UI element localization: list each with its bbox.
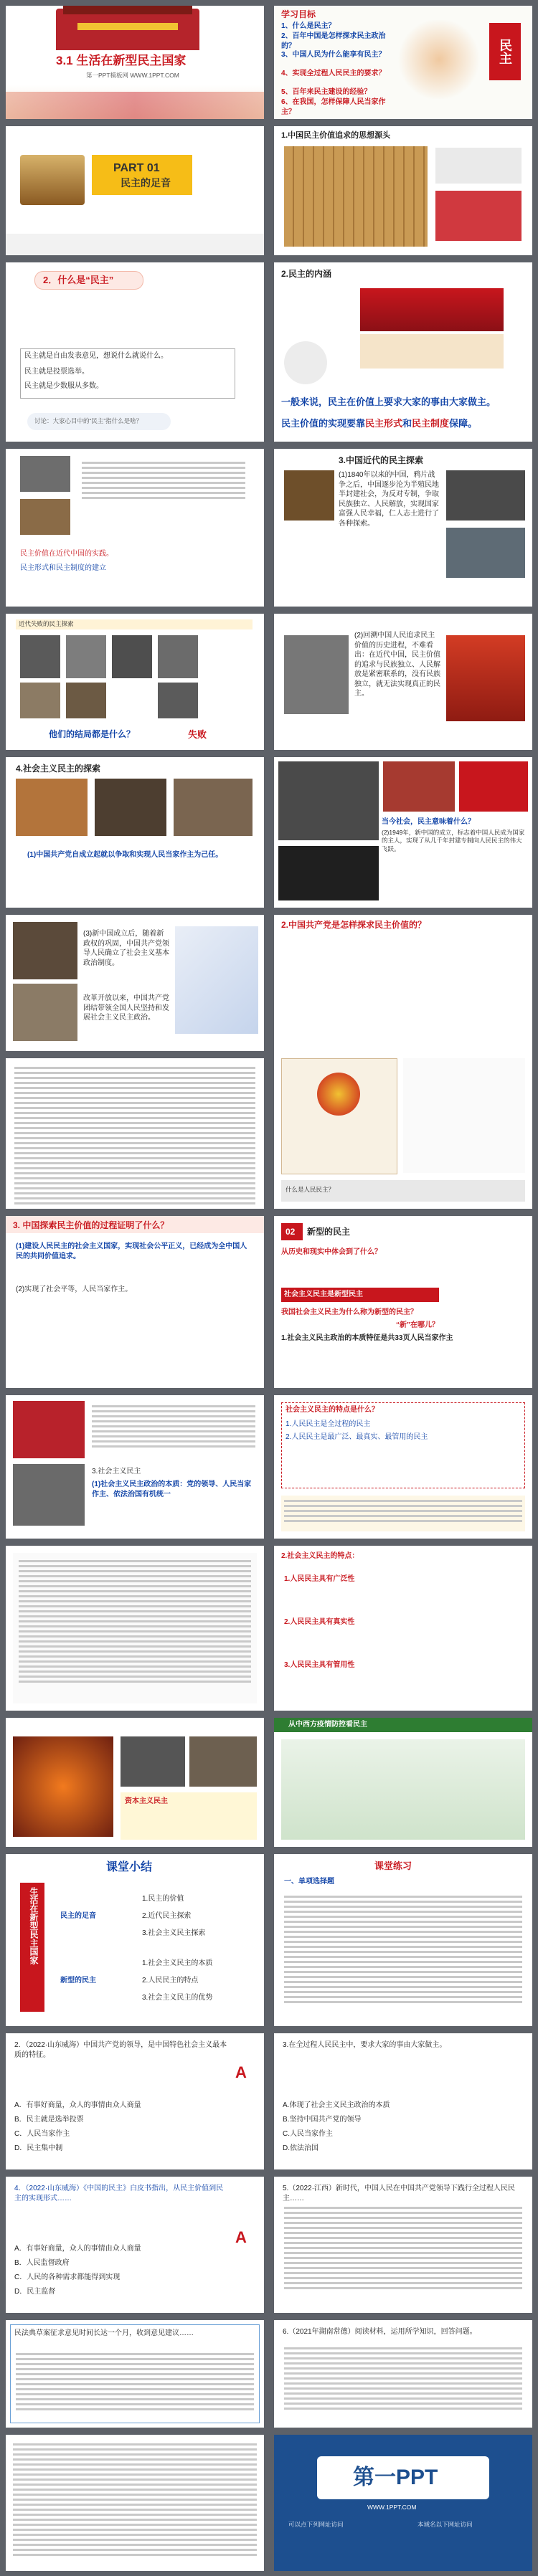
socialist-title: 4.社会主义民主的探索 bbox=[16, 764, 101, 774]
congress-photo bbox=[95, 779, 166, 836]
why-question: 我国社会主义民主为什么称为新型的民主？ bbox=[281, 1308, 417, 1316]
summary-title: 课堂小结 bbox=[106, 1861, 153, 1873]
tiananmen-image bbox=[56, 9, 199, 50]
q4-option-d: D．民主监督 bbox=[14, 2288, 56, 2296]
q3-text: 3.在全过程人民民主中，要求大家的事由大家做主。 bbox=[283, 2041, 447, 2049]
feature2-2: 2.人民民主具有真实性 bbox=[284, 1618, 355, 1626]
slide-proof bbox=[6, 1216, 264, 1388]
q3-option-b: B.坚持中国共产党的领导 bbox=[283, 2116, 362, 2124]
slide-q5 bbox=[274, 2177, 532, 2313]
lantern-decoration bbox=[6, 92, 264, 119]
slide-process-democracy bbox=[6, 1546, 264, 1711]
goal-1: 1、什么是民主？ bbox=[281, 22, 336, 30]
1949-text: (2)1949年，新中国的成立，标志着中国人民成为国家的主人，实现了从几千年封建专制向人民民主的伟大飞跃。 bbox=[382, 829, 525, 852]
slide-socialist-explore bbox=[6, 757, 264, 908]
goal-3: 3、中国人民为什么能享有民主？ bbox=[281, 51, 386, 59]
leaf-5: 2.人民民主的特点 bbox=[142, 1977, 199, 1985]
slide-exercise bbox=[274, 1854, 532, 2026]
slide-q4 bbox=[6, 2177, 264, 2313]
socialist-text: (1)中国共产党自成立起就以争取和实现人民当家作主为己任。 bbox=[27, 851, 223, 859]
congress-title: 3.社会主义民主 bbox=[92, 1468, 141, 1475]
section-number: 02 bbox=[285, 1227, 296, 1237]
feature2-1: 1.人民民主具有广泛性 bbox=[284, 1575, 355, 1583]
military-photo bbox=[278, 846, 379, 900]
slide-title bbox=[6, 6, 264, 119]
revolution-photo bbox=[284, 635, 349, 714]
founding-ceremony-photo bbox=[278, 761, 379, 840]
crowd-photo bbox=[189, 1736, 257, 1787]
q2-text: 2．（2022·山东威海）中国共产党的领导，是中国特色社会主义最本质的特征。 bbox=[14, 2041, 227, 2059]
slide-covid bbox=[274, 1718, 532, 1847]
failed-answer: 失败 bbox=[188, 729, 207, 740]
history-photo-2 bbox=[20, 499, 70, 535]
1949-question: 当今社会，民主意味着什么？ bbox=[382, 818, 475, 826]
q4-text: 4．（2022·山东威海）《中国的民主》白皮书指出，从民主价值到民主的实现形式…… bbox=[14, 2185, 224, 2202]
hammer-illustration bbox=[360, 334, 504, 369]
slide-q3 bbox=[274, 2033, 532, 2169]
features2-title: 2.社会主义民主的特点： bbox=[281, 1552, 359, 1560]
modern-text: (1)1840年以来的中国，鸦片战争之后，中国逐步沦为半殖民地半封建社会，为反对专制，争取民族独立、人民解放，实现国家富强人民幸福，仁人志士进行了各种探索。 bbox=[339, 471, 439, 528]
slide-part01 bbox=[6, 126, 264, 255]
ship-photo bbox=[446, 528, 525, 578]
slide-1949 bbox=[274, 757, 532, 908]
slide-constitution bbox=[274, 1051, 532, 1209]
socialist-band: 社会主义民主是新型民主 bbox=[284, 1291, 363, 1298]
new-question: “新”在哪儿？ bbox=[396, 1321, 439, 1329]
leaf-4: 1.社会主义民主的本质 bbox=[142, 1959, 213, 1967]
slide-ending bbox=[274, 2435, 532, 2571]
west-title: 资本主义民主 bbox=[125, 1797, 168, 1805]
q3-option-c: C.人民当家作主 bbox=[283, 2130, 333, 2138]
summary-root: 生活在新型民主国家 bbox=[29, 1887, 39, 1964]
feature-2: 2.人民民主是最广泛、最真实、最管用的民主 bbox=[285, 1433, 428, 1441]
slide-modern-practice bbox=[6, 449, 264, 607]
leaf-2: 2.近代民主探索 bbox=[142, 1912, 192, 1920]
q6b-text: 6.（2021年湖南常德）阅读材料，运用所学知识，回答问题。 bbox=[283, 2328, 477, 2336]
meaning-answer-a: 一般来说，民主在价值上要求大家的事由大家做主。 bbox=[281, 396, 496, 407]
origin-subtitle: 1.中国民主价值追求的思想源头 bbox=[281, 131, 391, 140]
slide-meaning bbox=[274, 262, 532, 442]
leaf-6: 3.社会主义民主的优势 bbox=[142, 1994, 213, 2002]
opinion-2: 民主就是投票选举。 bbox=[24, 368, 89, 376]
art-poster bbox=[446, 635, 525, 721]
meaning-answer-b: 民主价值的实现要靠民主形式和民主制度保障。 bbox=[281, 418, 478, 429]
leaf-1: 1.民主的价值 bbox=[142, 1895, 184, 1903]
new-answer: 1.社会主义民主政治的本质特征是共33页人民当家作主 bbox=[281, 1334, 453, 1342]
part-label: PART 01 bbox=[113, 162, 160, 174]
branch-2: 新型的民主 bbox=[60, 1977, 96, 1985]
portrait-7 bbox=[158, 683, 198, 718]
voting-photo bbox=[13, 1464, 85, 1526]
slide-summary bbox=[6, 1854, 264, 2026]
congress-hall-photo bbox=[13, 1401, 85, 1458]
q6a-text: 民法典草案征求意见时间长达一个月，收到意见建议…… bbox=[14, 2329, 194, 2337]
meaning-title: 2.民主的内涵 bbox=[281, 269, 332, 279]
features-title: 社会主义民主的特点是什么？ bbox=[285, 1406, 379, 1414]
footer-col-1: 可以点下列网址访问 bbox=[288, 2521, 344, 2528]
slide-new-china bbox=[6, 915, 264, 1051]
timeline-graphic bbox=[175, 926, 258, 1034]
practice-note: 民主形式和民主制度的建立 bbox=[20, 564, 106, 572]
meeting-poster bbox=[360, 288, 504, 331]
protest-photo bbox=[121, 1736, 185, 1787]
history-question: 从历史和现实中体会到了什么？ bbox=[281, 1248, 382, 1256]
constitution-question: 什么是人民民主？ bbox=[285, 1186, 335, 1193]
scroll-photo bbox=[20, 155, 85, 205]
slide-features-note bbox=[274, 1395, 532, 1539]
fire-photo bbox=[13, 1736, 113, 1837]
portrait-4 bbox=[158, 635, 198, 678]
q4-option-c: C．人民的各种需求都能得到实现 bbox=[14, 2273, 121, 2281]
covid-title: 从中西方疫情防控看民主 bbox=[288, 1721, 367, 1729]
slide-retrospect bbox=[274, 614, 532, 750]
goal-2: 2、百年中国是怎样探求民主政治的？ bbox=[281, 32, 386, 50]
slide-failed bbox=[6, 614, 264, 750]
q3-option-a: A.体现了社会主义民主政治的本质 bbox=[283, 2101, 390, 2109]
feature-1: 1.人民民主是全过程的民主 bbox=[285, 1420, 371, 1428]
q4-option-b: B．人民监督政府 bbox=[14, 2259, 70, 2267]
practice-tag: 民主价值在近代中国的实践。 bbox=[20, 550, 113, 558]
site-label: 第一PPT模板网 WWW.1PPT.COM bbox=[86, 72, 179, 79]
slide-new-democracy bbox=[274, 1216, 532, 1388]
portrait-6 bbox=[66, 683, 106, 718]
slide-what-democracy bbox=[6, 262, 264, 442]
red-boat-photo bbox=[16, 779, 88, 836]
leaf-3: 3.社会主义民主探索 bbox=[142, 1929, 206, 1937]
proof-text-2: (2)实现了社会平等，人民当家作主。 bbox=[16, 1285, 133, 1293]
brand-url: WWW.1PPT.COM bbox=[367, 2504, 417, 2511]
portrait-2 bbox=[66, 635, 106, 678]
slide-answers bbox=[6, 2435, 264, 2571]
branch-1: 民主的足音 bbox=[60, 1912, 96, 1920]
q4-option-a: A．有事好商量，众人的事情由众人商量 bbox=[14, 2245, 141, 2253]
discussion-note: 讨论：大家心目中的“民主”指什么是啥？ bbox=[34, 417, 143, 424]
slide-party-explore bbox=[274, 915, 532, 1051]
portrait-5 bbox=[20, 683, 60, 718]
goal-5: 5、百年来民主建设的经验？ bbox=[281, 88, 372, 96]
q4-answer-mark: A bbox=[235, 2228, 247, 2246]
q2-option-b: B．民主就是选举投票 bbox=[14, 2116, 84, 2124]
slide-goals bbox=[274, 6, 532, 119]
footer-col-2: 本域名以下网址访问 bbox=[417, 2521, 473, 2528]
slide-title-text: 3.1 生活在新型民主国家 bbox=[56, 54, 187, 67]
exercise-section: 一、单项选择题 bbox=[284, 1878, 334, 1886]
history-photo-1 bbox=[20, 456, 70, 492]
failed-question: 他们的结局都是什么？ bbox=[49, 729, 136, 739]
site-photo bbox=[174, 779, 253, 836]
parade-photo bbox=[383, 761, 455, 812]
new-democracy-title: 新型的民主 bbox=[307, 1227, 351, 1237]
q2-option-d: D．民主集中制 bbox=[14, 2144, 63, 2152]
q3-option-d: D.依法治国 bbox=[283, 2144, 318, 2152]
cannon-photo bbox=[284, 470, 334, 521]
proof-text: (1)建设人民民主的社会主义国家，实现社会公平正义，已经成为全中国人民的共同价值追求。 bbox=[16, 1242, 247, 1260]
seal-stamp: 民主 bbox=[489, 23, 521, 80]
celebration-photo bbox=[459, 761, 528, 812]
exercise-title: 课堂练习 bbox=[374, 1860, 412, 1871]
slide-q6a bbox=[6, 2320, 264, 2428]
new-china-text: (3)新中国成立后，随着新政权的巩固，中国共产党领导人民确立了社会主义基本政治制度。 bbox=[83, 930, 169, 967]
goals-title: 学习目标 bbox=[281, 9, 316, 19]
slide-west bbox=[6, 1718, 264, 1847]
slide-congress bbox=[6, 1395, 264, 1539]
reform-photo-1 bbox=[13, 922, 77, 979]
portrait-1 bbox=[20, 635, 60, 678]
part-title: 民主的足音 bbox=[121, 177, 171, 189]
q2-option-c: C．人民当家作主 bbox=[14, 2130, 70, 2138]
q5-text: 5.（2022·江西）新时代，中国人民在中国共产党领导下践行全过程人民民主…… bbox=[283, 2185, 515, 2202]
chart-graphic bbox=[281, 1739, 525, 1840]
failed-label: 近代失败的民主探索 bbox=[19, 620, 74, 627]
goal-4: 4、实现全过程人民民主的要求？ bbox=[281, 70, 386, 77]
q2-option-a: A．有事好商量，众人的事情由众人商量 bbox=[14, 2101, 141, 2109]
opinion-3: 民主就是少数服从多数。 bbox=[24, 382, 103, 390]
slide-features bbox=[274, 1546, 532, 1711]
bamboo-scroll-image bbox=[284, 146, 428, 247]
retrospect-text: (2)回溯中国人民追求民主价值的历史进程，不难看出：在近代中国，民主价值的追求与民族独立、人民解放是紧密联系的，没有民族独立，就无法实现真正的民主。 bbox=[354, 632, 440, 698]
slide-modern-explore bbox=[274, 449, 532, 607]
reform-photo-2 bbox=[13, 984, 77, 1041]
goal-6: 6、在我国，怎样保障人民当家作主？ bbox=[281, 98, 386, 116]
brand-logo-text: 第一PPT bbox=[353, 2466, 438, 2489]
slide-q2 bbox=[6, 2033, 264, 2169]
constitution-emblem bbox=[317, 1073, 360, 1116]
slide-q6b bbox=[274, 2320, 532, 2428]
congress-text: (1)社会主义民主政治的本质：党的领导、人民当家作主、依法治国有机统一 bbox=[92, 1481, 252, 1498]
calligraphy-image bbox=[396, 20, 482, 99]
feature2-3: 3.人民民主具有管用性 bbox=[284, 1661, 355, 1669]
party-explore-title: 2.中国共产党是怎样探求民主价值的？ bbox=[281, 920, 427, 930]
q2-answer-mark: A bbox=[235, 2063, 247, 2081]
slide-history-timeline bbox=[6, 1058, 264, 1209]
cartoon-figure bbox=[284, 341, 327, 384]
proof-title: 3. 中国探索民主价值的过程证明了什么？ bbox=[13, 1220, 169, 1230]
opinion-1: 民主就是自由发表意见，想说什么就说什么。 bbox=[24, 352, 168, 360]
battle-photo bbox=[446, 470, 525, 521]
what-heading: 2．什么是“民主” bbox=[43, 275, 114, 285]
modern-title: 3.中国近代的民主探索 bbox=[339, 455, 424, 465]
slide-origin bbox=[274, 126, 532, 255]
reform-text: 改革开放以来，中国共产党团结带领全国人民坚持和发展社会主义民主政治。 bbox=[83, 994, 169, 1022]
portrait-3 bbox=[112, 635, 152, 678]
